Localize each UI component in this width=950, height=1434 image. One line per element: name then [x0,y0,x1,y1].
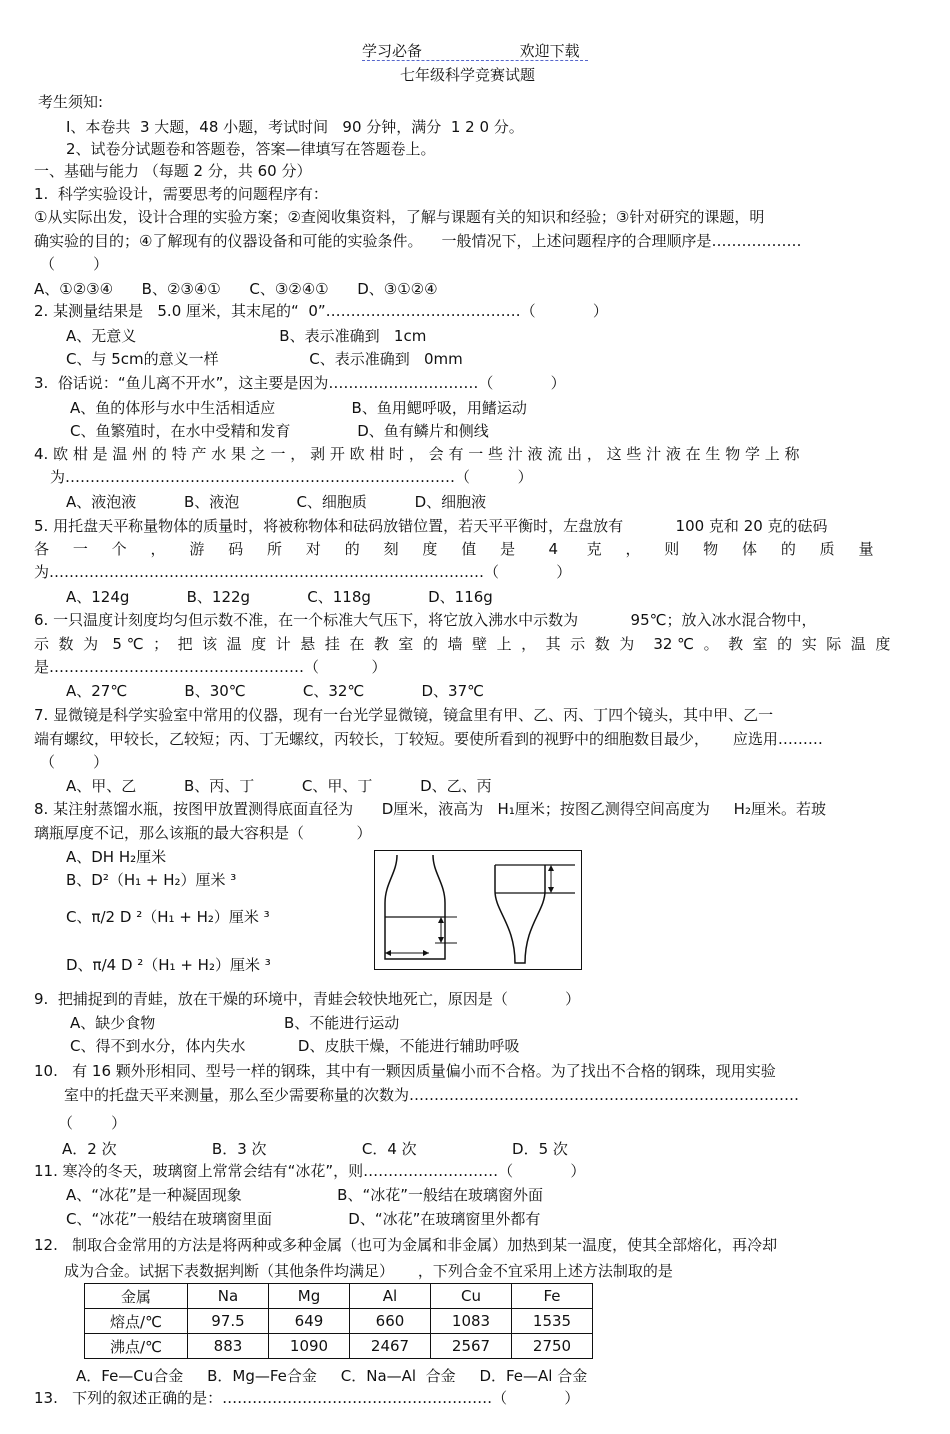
table-header-row [85,1284,593,1309]
text-line: 6. 一只温度计刻度均匀但示数不准，在一个标准大气压下，将它放入沸水中示数为 95℃；放入冰水混合物中， [34,611,817,629]
table-row [85,1334,593,1359]
text-line: A．Fe—Cu合金 B．Mg—Fe合金 C．Na—Al 合金 D．Fe—Al 合金 [76,1367,588,1385]
text-line: A、甲、乙 B、丙、丁 C、甲、丁 D、乙、丙 [66,777,492,795]
text-line: 确实验的目的；④了解现有的仪器设备和可能的实验条件。 一般情况下，上述问题程序的合理顺序是……………… [34,232,802,250]
text-line: 1. 科学实验设计，需要思考的问题程序有： [34,185,328,203]
text-line: （ ） [40,753,109,771]
text-line: D、π/4 D ²（H₁ + H₂）厘米 ³ [66,956,271,974]
bottle-diagram [375,851,581,969]
page-title: 七年级科学竞赛试题 [400,66,536,84]
table-cell: 2567 [431,1334,512,1359]
text-line: A、27℃ B、30℃ C、32℃ D、37℃ [66,682,484,700]
table-row [85,1309,593,1334]
text-line: ①从实际出发，设计合理的实验方案；②查阅收集资料，了解与课题有关的知识和经验；③针对研究的课题，明 [34,208,765,226]
header-left: 学习必备 [362,42,423,60]
table-header-cell: Cu [431,1284,512,1309]
text-line: 4. 欧 柑 是 温 州 的 特 产 水 果 之 一 ， 剥 开 欧 柑 时 ， 会 有 一 些 汁 液 流 出 ， 这 些 汁 液 在 生 物 学 上 称 [34,445,800,463]
text-line: 为……………………………………………………………………………（ ） [34,563,572,581]
text-line: A、“冰花”是一种凝固现象 B、“冰花”一般结在玻璃窗外面 [66,1186,543,1204]
table-header-cell: Na [188,1284,269,1309]
text-line: A、液泡液 B、液泡 C、细胞质 D、细胞液 [66,493,487,511]
table-cell: 熔点/℃ [85,1309,188,1334]
text-line: A、①②③④ B、②③④① C、③②④① D、③①②④ [34,280,438,298]
text-line: 各 一 个 ， 游 码 所 对 的 刻 度 值 是 4 克 ， 则 物 体 的 质 量 [34,540,874,558]
text-line: 2、试卷分试题卷和答题卷，答案—律填写在答题卷上。 [66,140,436,158]
text-line: 端有螺纹，甲较长，乙较短；丙、丁无螺纹，丙较长，丁较短。要使所看到的视野中的细胞数目最少， 应选用……… [34,730,823,748]
table-header-cell: 金属 [85,1284,188,1309]
text-line: C、π/2 D ²（H₁ + H₂）厘米 ³ [66,908,270,926]
text-line: 10. 有 16 颗外形相同、型号一样的钢珠，其中有一颗因质量偏小而不合格。为了找出不合格的钢珠，现用实验 [34,1062,776,1080]
text-line: 为……………………………………………………………………（ ） [50,468,533,486]
text-line: A、缺少食物 B、不能进行运动 [70,1014,400,1032]
text-line: 7. 显微镜是科学实验室中常用的仪器，现有一台光学显微镜，镜盒里有甲、乙、丙、丁四个镜头，其中甲、乙一 [34,706,774,724]
table-cell: 97.5 [188,1309,269,1334]
text-line: 11. 寒冷的冬天，玻璃窗上常常会结有“冰花”，则………………………（ ） [34,1162,586,1180]
header-divider [362,60,588,61]
text-line: 考生须知: [38,93,104,111]
table-cell: 1090 [269,1334,350,1359]
text-line: 12. 制取合金常用的方法是将两种或多种金属（也可为金属和非金属）加热到某一温度，使其全部熔化，再冷却 [34,1236,778,1254]
text-line: C、得不到水分，体内失水 D、皮肤干燥，不能进行辅助呼吸 [70,1037,520,1055]
text-line: C、鱼繁殖时，在水中受精和发育 D、鱼有鳞片和侧线 [70,422,489,440]
text-line: 5. 用托盘天平称量物体的质量时，将被称物体和砝码放错位置，若天平平衡时，左盘放有 100 克和 20 克的砝码 [34,517,828,535]
text-line: 室中的托盘天平来测量，那么至少需要称量的次数为…………………………………………………………………… [64,1086,800,1104]
metal-properties-table [84,1283,593,1359]
table-header-cell: Fe [512,1284,593,1309]
text-line: 是……………………………………………（ ） [34,658,387,676]
text-line: 13. 下列的叙述正确的是：………………………………………………（ ） [34,1389,580,1407]
text-line: I、本卷共 3 大题，48 小题，考试时间 90 分钟，满分 1 2 0 分。 [66,118,524,136]
table-cell: 1083 [431,1309,512,1334]
text-line: 2. 某测量结果是 5.0 厘米，其末尾的“ 0”…………………………………（ ） [34,302,608,320]
header-right: 欢迎下载 [519,42,580,60]
text-line: A、鱼的体形与水中生活相适应 B、鱼用鳃呼吸，用鳍运动 [70,399,527,417]
table-header-cell: Al [350,1284,431,1309]
bottle-figure [374,850,582,970]
text-line: （ ） [40,255,109,273]
text-line: （ ） [58,1114,127,1132]
text-line: 3. 俗话说：“鱼儿离不开水”，这主要是因为…………………………（ ） [34,374,566,392]
text-line: B、D²（H₁ + H₂）厘米 ³ [66,871,237,889]
text-line: C、与 5cm的意义一样 C、表示准确到 0mm [66,350,463,368]
text-line: 璃瓶厚度不记，那么该瓶的最大容积是（ ） [34,824,372,842]
text-line: 8. 某注射蒸馏水瓶，按图甲放置测得底面直径为 D厘米，液高为 H₁厘米；按图乙测得空间高度为 H₂厘米。若玻 [34,800,826,818]
table-cell: 沸点/℃ [85,1334,188,1359]
text-line: 9. 把捕捉到的青蛙，放在干燥的环境中，青蛙会较快地死亡，原因是（ ） [34,990,581,1008]
table-cell: 883 [188,1334,269,1359]
table-cell: 2467 [350,1334,431,1359]
page-header [362,40,580,61]
text-line: 成为合金。试据下表数据判断（其他条件均满足） ，下列合金不宜采用上述方法制取的是 [64,1262,673,1280]
text-line: 一、基础与能力 （每题 2 分，共 60 分） [34,162,312,180]
text-line: A．2 次 B．3 次 C．4 次 D．5 次 [62,1140,568,1158]
table-header-cell: Mg [269,1284,350,1309]
text-line: A、124g B、122g C、118g D、116g [66,588,493,606]
text-line: C、“冰花”一般结在玻璃窗里面 D、“冰花”在玻璃窗里外都有 [66,1210,541,1228]
table-cell: 2750 [512,1334,593,1359]
text-line: 示 数 为 5 ℃ ； 把 该 温 度 计 悬 挂 在 教 室 的 墙 壁 上 ， 其 示 数 为 32 ℃ 。 教 室 的 实 际 温 度 [34,635,891,653]
table-cell: 1535 [512,1309,593,1334]
table-cell: 660 [350,1309,431,1334]
text-line: A、DH H₂厘米 [66,848,167,866]
table-cell: 649 [269,1309,350,1334]
text-line: A、无意义 B、表示准确到 1cm [66,327,427,345]
